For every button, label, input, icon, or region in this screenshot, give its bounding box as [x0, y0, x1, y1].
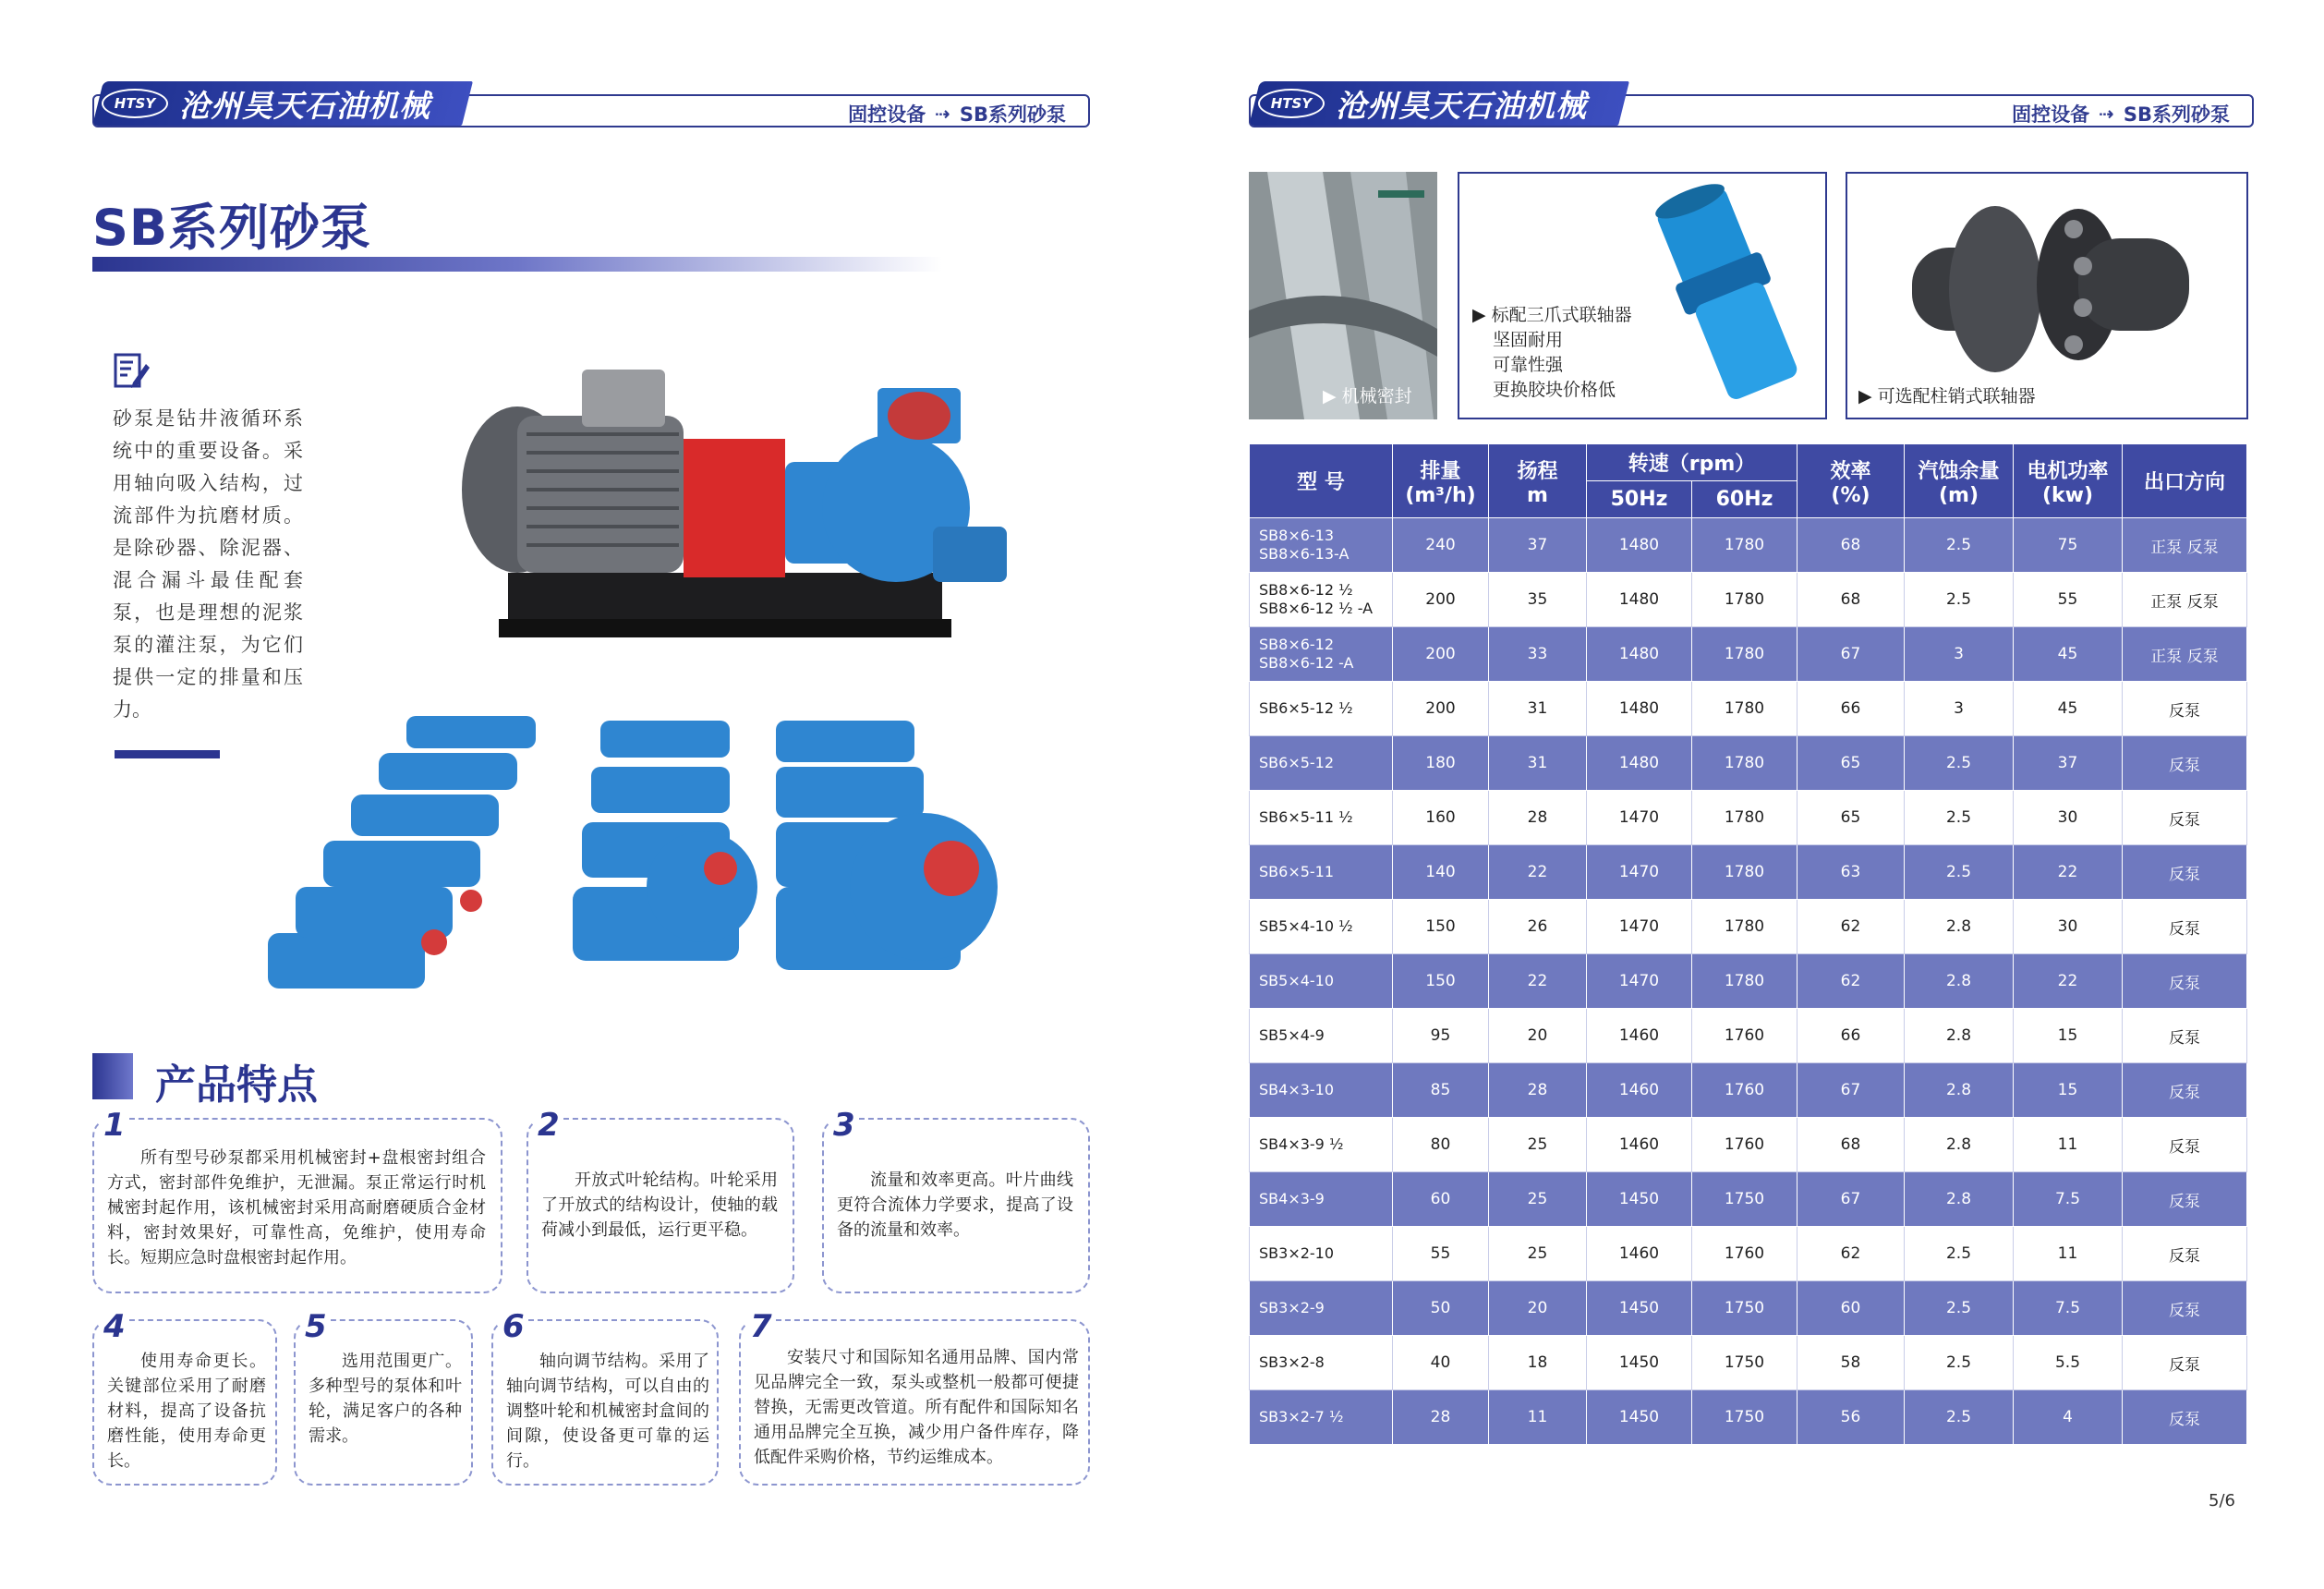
- cell-efficiency: 62: [1797, 954, 1905, 1009]
- company-name: 沧州昊天石油机械: [179, 87, 430, 124]
- table-row: [1250, 1390, 2247, 1445]
- feature-text: 使用寿命更长。关键部位采用了耐磨材料，提高了设备抗磨性能，使用寿命更长。: [107, 1352, 266, 1471]
- model-name: SB6×5-12 ½: [1259, 699, 1353, 717]
- cell-speed-50hz: 1480: [1587, 736, 1692, 791]
- cell-model: [1250, 845, 1393, 900]
- cell-flow: 40: [1393, 1336, 1489, 1390]
- cell-outlet: 反泵: [2123, 1227, 2247, 1281]
- cell-flow: 80: [1393, 1118, 1489, 1172]
- cell-speed-50hz: 1460: [1587, 1063, 1692, 1118]
- pin-coupling-photo: [1847, 174, 2248, 419]
- cell-outlet: 反泵: [2123, 736, 2247, 791]
- cell-head: 31: [1489, 682, 1587, 736]
- cell-power: 11: [2014, 1118, 2123, 1172]
- cell-speed-60hz: 1780: [1692, 573, 1797, 627]
- company-name: 沧州昊天石油机械: [1336, 87, 1587, 124]
- features-title: 产品特点: [155, 1061, 318, 1109]
- feature-number: 4: [100, 1308, 129, 1345]
- cell-head: 25: [1489, 1227, 1587, 1281]
- table-row: [1250, 1227, 2247, 1281]
- cell-speed-50hz: 1460: [1587, 1118, 1692, 1172]
- col-power-unit: (kw): [2041, 483, 2094, 507]
- cell-efficiency: 60: [1797, 1281, 1905, 1336]
- cell-outlet: 反泵: [2123, 1281, 2247, 1336]
- feature-card-6: [491, 1308, 719, 1486]
- model-name: SB5×4-10: [1259, 972, 1335, 989]
- right-page: [1162, 0, 2324, 1589]
- cell-power: 5.5: [2014, 1336, 2123, 1390]
- cell-speed-50hz: 1450: [1587, 1336, 1692, 1390]
- feature-card-2: [527, 1107, 794, 1293]
- cell-head: 28: [1489, 791, 1587, 845]
- cell-head: 18: [1489, 1336, 1587, 1390]
- cell-speed-50hz: 1460: [1587, 1227, 1692, 1281]
- cell-model: [1250, 1172, 1393, 1227]
- feature-number: 1: [100, 1107, 129, 1144]
- cell-npsh: 2.8: [1905, 900, 2014, 954]
- model-name: SB3×2-10: [1259, 1244, 1335, 1262]
- cell-model: [1250, 1336, 1393, 1390]
- model-name: SB3×2-9: [1259, 1299, 1325, 1316]
- table-row: [1250, 573, 2247, 627]
- dotted-arrow-icon: ⇢: [2099, 103, 2114, 125]
- cell-npsh: 3: [1905, 627, 2014, 682]
- feature-card-1: [92, 1107, 502, 1293]
- cell-flow: 95: [1393, 1009, 1489, 1063]
- cell-outlet: 反泵: [2123, 1063, 2247, 1118]
- edit-note-icon: [113, 351, 150, 392]
- feature-card-5: [294, 1308, 473, 1486]
- feature-text: 安装尺寸和国际知名通用品牌、国内常见品牌完全一致，泵头或整机一般都可便捷替换，无需更改管道。所有配件和国际知名通用品牌完全互换，减少用户备件库存，降低配件采购价格，节约运维成本。: [754, 1348, 1079, 1467]
- table-row: [1250, 682, 2247, 736]
- cell-flow: 200: [1393, 573, 1489, 627]
- cell-speed-60hz: 1750: [1692, 1172, 1797, 1227]
- cell-npsh: 2.5: [1905, 1227, 2014, 1281]
- title-underline: [92, 257, 942, 272]
- cell-power: 37: [2014, 736, 2123, 791]
- jaw-coupling-image: [1458, 172, 1827, 419]
- cell-efficiency: 67: [1797, 1063, 1905, 1118]
- logo-content: [98, 85, 449, 122]
- cell-npsh: 2.5: [1905, 845, 2014, 900]
- col-flow-unit: (m³/h): [1405, 483, 1476, 507]
- cell-power: 30: [2014, 900, 2123, 954]
- cell-npsh: 2.8: [1905, 1009, 2014, 1063]
- cell-power: 22: [2014, 845, 2123, 900]
- cell-power: 4: [2014, 1390, 2123, 1445]
- pump-group-photo: [259, 702, 1099, 1016]
- col-flow: [1393, 444, 1489, 518]
- table-row: [1250, 791, 2247, 845]
- spec-table-body: [1250, 518, 2247, 1445]
- sand-pump-photo: [416, 351, 1081, 656]
- cell-model: [1250, 791, 1393, 845]
- cell-speed-60hz: 1780: [1692, 954, 1797, 1009]
- feature-text: 开放式叶轮结构。叶轮采用了开放式的结构设计，使轴的载荷减小到最低，运行更平稳。: [541, 1171, 778, 1240]
- cell-npsh: 2.5: [1905, 1281, 2014, 1336]
- model-name: SB3×2-8: [1259, 1353, 1325, 1371]
- cell-efficiency: 63: [1797, 845, 1905, 900]
- cell-npsh: 2.8: [1905, 1063, 2014, 1118]
- cell-power: 7.5: [2014, 1281, 2123, 1336]
- cell-head: 37: [1489, 518, 1587, 573]
- col-efficiency: [1797, 444, 1905, 518]
- cell-flow: 160: [1393, 791, 1489, 845]
- model-variant: SB8×6-12 -A: [1259, 654, 1354, 672]
- feature-number: 5: [301, 1308, 331, 1345]
- cell-speed-50hz: 1470: [1587, 900, 1692, 954]
- feature-card-7: [739, 1308, 1090, 1486]
- col-outlet: 出口方向: [2123, 444, 2247, 518]
- logo-badge: HTSY: [102, 89, 168, 118]
- cell-power: 45: [2014, 627, 2123, 682]
- seal-caption: ▶ 机械密封: [1323, 386, 1412, 406]
- cell-flow: 60: [1393, 1172, 1489, 1227]
- cell-power: 15: [2014, 1063, 2123, 1118]
- cell-head: 25: [1489, 1172, 1587, 1227]
- col-50hz: 50Hz: [1587, 481, 1692, 518]
- cell-efficiency: 68: [1797, 518, 1905, 573]
- cell-outlet: 反泵: [2123, 845, 2247, 900]
- mechanical-seal-image: [1249, 172, 1437, 419]
- cell-flow: 85: [1393, 1063, 1489, 1118]
- cell-efficiency: 68: [1797, 573, 1905, 627]
- cell-power: 30: [2014, 791, 2123, 845]
- model-name: SB8×6-13: [1259, 527, 1335, 544]
- feature-text: 所有型号砂泵都采用机械密封+盘根密封组合方式，密封部件免维护，无泄漏。泵正常运行时机械密封起作用，该机械密封采用高耐磨硬质合金材料，密封效果好，可靠性高，免维护，使用寿命长。短期应急时盘根密封起作用。: [107, 1148, 486, 1268]
- cell-power: 22: [2014, 954, 2123, 1009]
- cell-power: 75: [2014, 518, 2123, 573]
- cell-speed-50hz: 1470: [1587, 954, 1692, 1009]
- cell-flow: 240: [1393, 518, 1489, 573]
- cell-speed-60hz: 1750: [1692, 1281, 1797, 1336]
- cell-outlet: 反泵: [2123, 1118, 2247, 1172]
- caption-line-3: 可靠性强: [1493, 355, 1564, 375]
- cell-npsh: 2.5: [1905, 1336, 2014, 1390]
- feature-number: 2: [534, 1107, 563, 1144]
- col-npsh: [1905, 444, 2014, 518]
- cell-speed-60hz: 1760: [1692, 1118, 1797, 1172]
- intro-text: 砂泵是钻井液循环系统中的重要设备。采用轴向吸入结构，过流部件为抗磨材质。是除砂器、除泥器、混合漏斗最佳配套泵，也是理想的泥浆泵的灌注泵，为它们提供一定的排量和压力。: [113, 407, 303, 721]
- cell-outlet: 反泵: [2123, 900, 2247, 954]
- cell-npsh: 2.5: [1905, 573, 2014, 627]
- cell-outlet: 正泵 反泵: [2123, 518, 2247, 573]
- feature-text: 流量和效率更高。叶片曲线更符合流体力学要求，提高了设备的流量和效率。: [837, 1171, 1073, 1240]
- cell-speed-60hz: 1780: [1692, 845, 1797, 900]
- cell-model: [1250, 954, 1393, 1009]
- model-name: SB6×5-11: [1259, 863, 1335, 880]
- model-variant: SB8×6-12 ½ -A: [1259, 600, 1374, 617]
- model-name: SB6×5-11 ½: [1259, 808, 1353, 826]
- cell-model: [1250, 900, 1393, 954]
- cell-efficiency: 67: [1797, 1172, 1905, 1227]
- cell-npsh: 2.8: [1905, 1172, 2014, 1227]
- cell-head: 26: [1489, 900, 1587, 954]
- cell-model: [1250, 1390, 1393, 1445]
- table-row: [1250, 1063, 2247, 1118]
- cell-efficiency: 58: [1797, 1336, 1905, 1390]
- model-name: SB4×3-9: [1259, 1190, 1325, 1207]
- model-name: SB8×6-12: [1259, 636, 1335, 653]
- col-eff-label: 效率: [1830, 459, 1871, 483]
- col-power-label: 电机功率: [2027, 459, 2109, 483]
- cell-speed-60hz: 1750: [1692, 1390, 1797, 1445]
- cell-model: [1250, 627, 1393, 682]
- cell-model: [1250, 1118, 1393, 1172]
- dotted-arrow-icon: ⇢: [935, 103, 950, 125]
- cell-flow: 180: [1393, 736, 1489, 791]
- cell-outlet: 反泵: [2123, 1172, 2247, 1227]
- cell-npsh: 2.8: [1905, 954, 2014, 1009]
- cell-speed-50hz: 1480: [1587, 573, 1692, 627]
- col-60hz: 60Hz: [1692, 481, 1797, 518]
- intro-bar: [115, 750, 220, 758]
- table-row: [1250, 518, 2247, 573]
- table-row: [1250, 900, 2247, 954]
- cell-speed-50hz: 1480: [1587, 518, 1692, 573]
- cell-speed-50hz: 1460: [1587, 1009, 1692, 1063]
- header-bar: [92, 81, 1090, 129]
- cell-speed-50hz: 1470: [1587, 845, 1692, 900]
- cell-npsh: 2.8: [1905, 1118, 2014, 1172]
- cell-speed-50hz: 1450: [1587, 1172, 1692, 1227]
- feature-card-4: [92, 1308, 277, 1486]
- cell-speed-60hz: 1760: [1692, 1009, 1797, 1063]
- breadcrumb: [848, 100, 1066, 127]
- cell-outlet: 正泵 反泵: [2123, 627, 2247, 682]
- cell-efficiency: 67: [1797, 627, 1905, 682]
- feature-number: 6: [499, 1308, 528, 1345]
- cell-outlet: 反泵: [2123, 682, 2247, 736]
- cell-speed-60hz: 1760: [1692, 1063, 1797, 1118]
- cell-flow: 50: [1393, 1281, 1489, 1336]
- breadcrumb: [2012, 100, 2230, 127]
- breadcrumb-product: SB系列砂泵: [2123, 103, 2230, 126]
- header-bar: [1249, 81, 2254, 129]
- feature-text: 选用范围更广。多种型号的泵体和叶轮，满足客户的各种需求。: [309, 1352, 462, 1446]
- cell-power: 45: [2014, 682, 2123, 736]
- cell-efficiency: 65: [1797, 791, 1905, 845]
- col-npsh-unit: (m): [1938, 483, 1979, 507]
- cell-speed-50hz: 1470: [1587, 791, 1692, 845]
- logo-badge: HTSY: [1258, 89, 1325, 118]
- spec-table: [1249, 443, 2247, 1445]
- pin-coupling-caption: ▶ 可选配柱销式联轴器: [1858, 386, 2036, 406]
- table-row: [1250, 954, 2247, 1009]
- cell-power: 7.5: [2014, 1172, 2123, 1227]
- cell-outlet: 反泵: [2123, 1336, 2247, 1390]
- col-head-label: 扬程: [1517, 459, 1558, 483]
- table-row: [1250, 736, 2247, 791]
- cell-model: [1250, 1227, 1393, 1281]
- cell-npsh: 3: [1905, 682, 2014, 736]
- cell-speed-50hz: 1480: [1587, 627, 1692, 682]
- cell-efficiency: 66: [1797, 1009, 1905, 1063]
- feature-card-3: [822, 1107, 1090, 1293]
- table-row: [1250, 1009, 2247, 1063]
- cell-head: 20: [1489, 1281, 1587, 1336]
- cell-outlet: 反泵: [2123, 791, 2247, 845]
- cell-speed-60hz: 1780: [1692, 682, 1797, 736]
- model-name: SB5×4-9: [1259, 1026, 1325, 1044]
- feature-number: 7: [746, 1308, 776, 1345]
- cell-power: 55: [2014, 573, 2123, 627]
- cell-model: [1250, 518, 1393, 573]
- cell-speed-60hz: 1780: [1692, 791, 1797, 845]
- cell-model: [1250, 573, 1393, 627]
- jaw-coupling-caption: [1472, 303, 1632, 403]
- cell-speed-60hz: 1750: [1692, 1336, 1797, 1390]
- cell-outlet: 反泵: [2123, 1009, 2247, 1063]
- table-row: [1250, 627, 2247, 682]
- table-row: [1250, 845, 2247, 900]
- model-name: SB6×5-12: [1259, 754, 1335, 771]
- cell-flow: 200: [1393, 682, 1489, 736]
- table-row: [1250, 1336, 2247, 1390]
- cell-outlet: 正泵 反泵: [2123, 573, 2247, 627]
- cell-model: [1250, 736, 1393, 791]
- cell-flow: 140: [1393, 845, 1489, 900]
- cell-model: [1250, 1281, 1393, 1336]
- cell-efficiency: 62: [1797, 900, 1905, 954]
- cell-speed-60hz: 1780: [1692, 518, 1797, 573]
- cell-efficiency: 66: [1797, 682, 1905, 736]
- breadcrumb-category: 固控设备: [848, 103, 926, 126]
- col-npsh-label: 汽蚀余量: [1918, 459, 2000, 483]
- col-power: [2014, 444, 2123, 518]
- cell-model: [1250, 1009, 1393, 1063]
- col-flow-label: 排量: [1420, 459, 1461, 483]
- model-name: SB3×2-7 ½: [1259, 1408, 1344, 1425]
- cell-flow: 55: [1393, 1227, 1489, 1281]
- features-title-marker: [92, 1053, 133, 1099]
- cell-head: 22: [1489, 954, 1587, 1009]
- cell-head: 25: [1489, 1118, 1587, 1172]
- model-name: SB4×3-10: [1259, 1081, 1335, 1098]
- breadcrumb-product: SB系列砂泵: [959, 103, 1066, 126]
- cell-speed-60hz: 1780: [1692, 627, 1797, 682]
- table-row: [1250, 1281, 2247, 1336]
- cell-model: [1250, 682, 1393, 736]
- cell-npsh: 2.5: [1905, 1390, 2014, 1445]
- table-row: [1250, 1118, 2247, 1172]
- cell-flow: 28: [1393, 1390, 1489, 1445]
- cell-model: [1250, 1063, 1393, 1118]
- cell-speed-50hz: 1480: [1587, 682, 1692, 736]
- cell-outlet: 反泵: [2123, 954, 2247, 1009]
- cell-efficiency: 56: [1797, 1390, 1905, 1445]
- cell-outlet: 反泵: [2123, 1390, 2247, 1445]
- cell-npsh: 2.5: [1905, 518, 2014, 573]
- cell-npsh: 2.5: [1905, 791, 2014, 845]
- model-name: SB8×6-12 ½: [1259, 581, 1353, 599]
- cell-speed-50hz: 1450: [1587, 1390, 1692, 1445]
- cell-head: 31: [1489, 736, 1587, 791]
- cell-efficiency: 68: [1797, 1118, 1905, 1172]
- cell-speed-60hz: 1760: [1692, 1227, 1797, 1281]
- cell-power: 15: [2014, 1009, 2123, 1063]
- col-model: 型 号: [1250, 444, 1393, 518]
- cell-head: 35: [1489, 573, 1587, 627]
- cell-npsh: 2.5: [1905, 736, 2014, 791]
- cell-speed-60hz: 1780: [1692, 900, 1797, 954]
- cell-flow: 150: [1393, 954, 1489, 1009]
- caption-line-2: 坚固耐用: [1493, 330, 1564, 350]
- model-name: SB4×3-9 ½: [1259, 1135, 1344, 1153]
- page-title: SB系列砂泵: [92, 199, 372, 257]
- page-number: 5/6: [2209, 1491, 2235, 1510]
- cell-power: 11: [2014, 1227, 2123, 1281]
- logo-content: [1254, 85, 1605, 122]
- col-head: [1489, 444, 1587, 518]
- cell-head: 22: [1489, 845, 1587, 900]
- cell-efficiency: 65: [1797, 736, 1905, 791]
- table-row: [1250, 1172, 2247, 1227]
- feature-text: 轴向调节结构。采用了轴向调节结构，可以自由的调整叶轮和机械密封盒间的间隙，使设备更可靠的运行。: [506, 1352, 709, 1471]
- cell-head: 11: [1489, 1390, 1587, 1445]
- cell-head: 20: [1489, 1009, 1587, 1063]
- cell-head: 33: [1489, 627, 1587, 682]
- mechanical-seal-photo: [1249, 172, 1437, 419]
- col-speed: 转速（rpm）: [1587, 444, 1797, 481]
- breadcrumb-category: 固控设备: [2012, 103, 2090, 126]
- caption-line-4: 更换胶块价格低: [1493, 380, 1616, 400]
- cell-head: 28: [1489, 1063, 1587, 1118]
- pin-coupling-image: [1846, 172, 2248, 419]
- model-variant: SB8×6-13-A: [1259, 545, 1350, 563]
- caption-line-1: ▶ 标配三爪式联轴器: [1472, 305, 1632, 325]
- cell-speed-60hz: 1780: [1692, 736, 1797, 791]
- cell-flow: 150: [1393, 900, 1489, 954]
- cell-efficiency: 62: [1797, 1227, 1905, 1281]
- col-head-unit: m: [1527, 483, 1548, 507]
- cell-speed-50hz: 1450: [1587, 1281, 1692, 1336]
- feature-number: 3: [829, 1107, 859, 1144]
- model-name: SB5×4-10 ½: [1259, 917, 1353, 935]
- cell-flow: 200: [1393, 627, 1489, 682]
- col-eff-unit: (%): [1831, 483, 1870, 507]
